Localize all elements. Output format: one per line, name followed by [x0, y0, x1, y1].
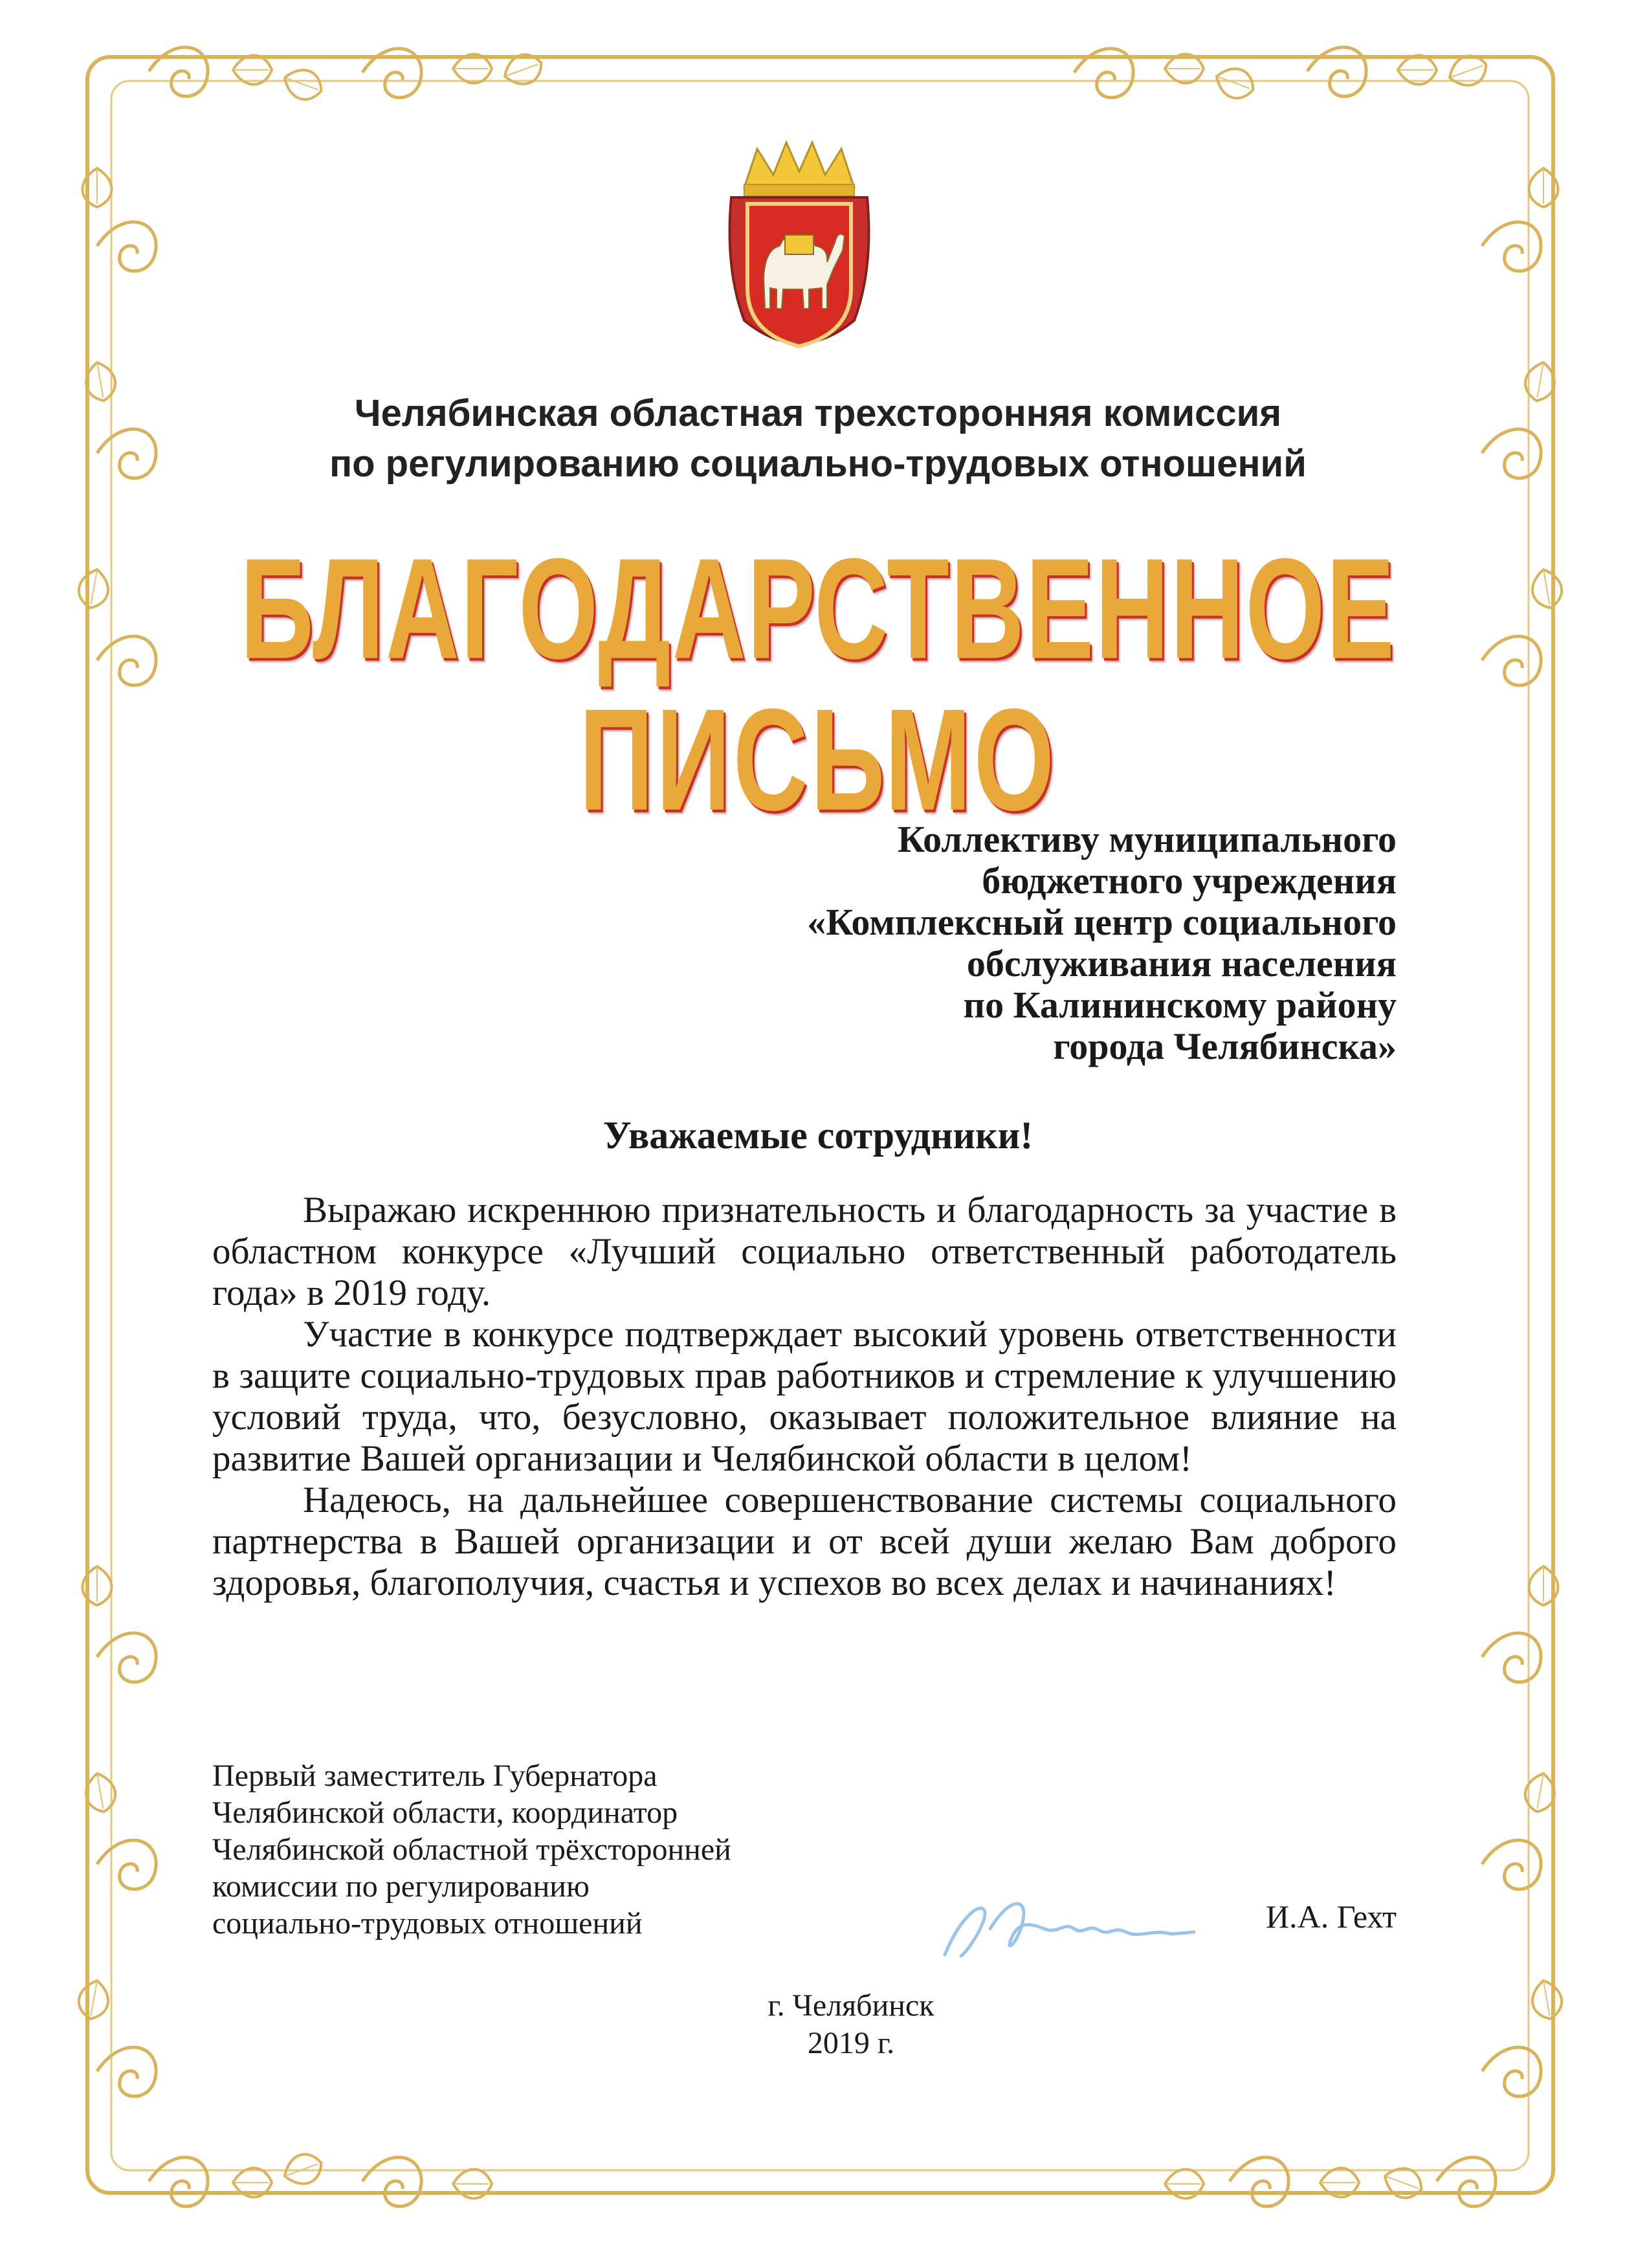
- signatory-line: Первый заместитель Губернатора: [212, 1759, 658, 1793]
- recipient-line: Коллективу муниципального: [897, 818, 1397, 860]
- organization-line-1: Челябинская областная трехсторонняя комиссия: [354, 392, 1282, 434]
- signatory-line: комиссии по регулированию: [212, 1869, 590, 1904]
- recipient-block: [426, 819, 1397, 1067]
- year: 2019 г.: [807, 2026, 895, 2060]
- signer-name: И.А. Гехт: [1266, 1898, 1397, 1935]
- recipient-line: «Комплексный центр социального: [807, 901, 1397, 943]
- signatory-position: [212, 1757, 859, 1942]
- recipient-line: обслуживания населения: [966, 942, 1397, 984]
- body-paragraph: Выражаю искреннюю признательность и благодарность за участие в областном конкурсе «Лучший социально ответственный работодатель года» в 2019 году.: [212, 1190, 1397, 1313]
- recipient-line: бюджетного учреждения: [982, 860, 1397, 902]
- organization-line-2: по регулированию социально-трудовых отношений: [329, 443, 1307, 485]
- recipient-line: города Челябинска»: [1053, 1025, 1397, 1067]
- chelyabinsk-coat-of-arms-icon: [718, 139, 880, 359]
- recipient-line: по Калининскому району: [963, 984, 1397, 1026]
- document-title-line-1: БЛАГОДАРСТВЕННОЕ: [240, 529, 1396, 689]
- city: г. Челябинск: [768, 1988, 934, 2023]
- letter-body: [212, 1190, 1397, 1604]
- document-title-line-2: ПИСЬМО: [579, 678, 1057, 841]
- signatory-line: социально-трудовых отношений: [212, 1906, 643, 1940]
- handwritten-signature: [932, 1884, 1204, 1974]
- body-paragraph: Надеюсь, на дальнейшее совершенствование системы социального партнерства в Вашей организации и от всей души желаю Вам доброго здоровья, благополучия, счастья и успехов во всех делах и начинаниях!: [212, 1480, 1397, 1603]
- place-and-date: [647, 1987, 1055, 2062]
- signatory-line: Челябинской области, координатор: [212, 1796, 678, 1830]
- signatory-line: Челябинской областной трёхсторонней: [212, 1832, 731, 1867]
- body-paragraph: Участие в конкурсе подтверждает высокий уровень ответственности в защите социально-трудовых прав работников и стремление к улучшению условий труда, что, безусловно, оказывает положительное влияние на развитие Вашей организации и Челябинской области в целом!: [212, 1314, 1397, 1479]
- organization-header: [194, 388, 1442, 489]
- salutation: Уважаемые сотрудники!: [602, 1114, 1034, 1157]
